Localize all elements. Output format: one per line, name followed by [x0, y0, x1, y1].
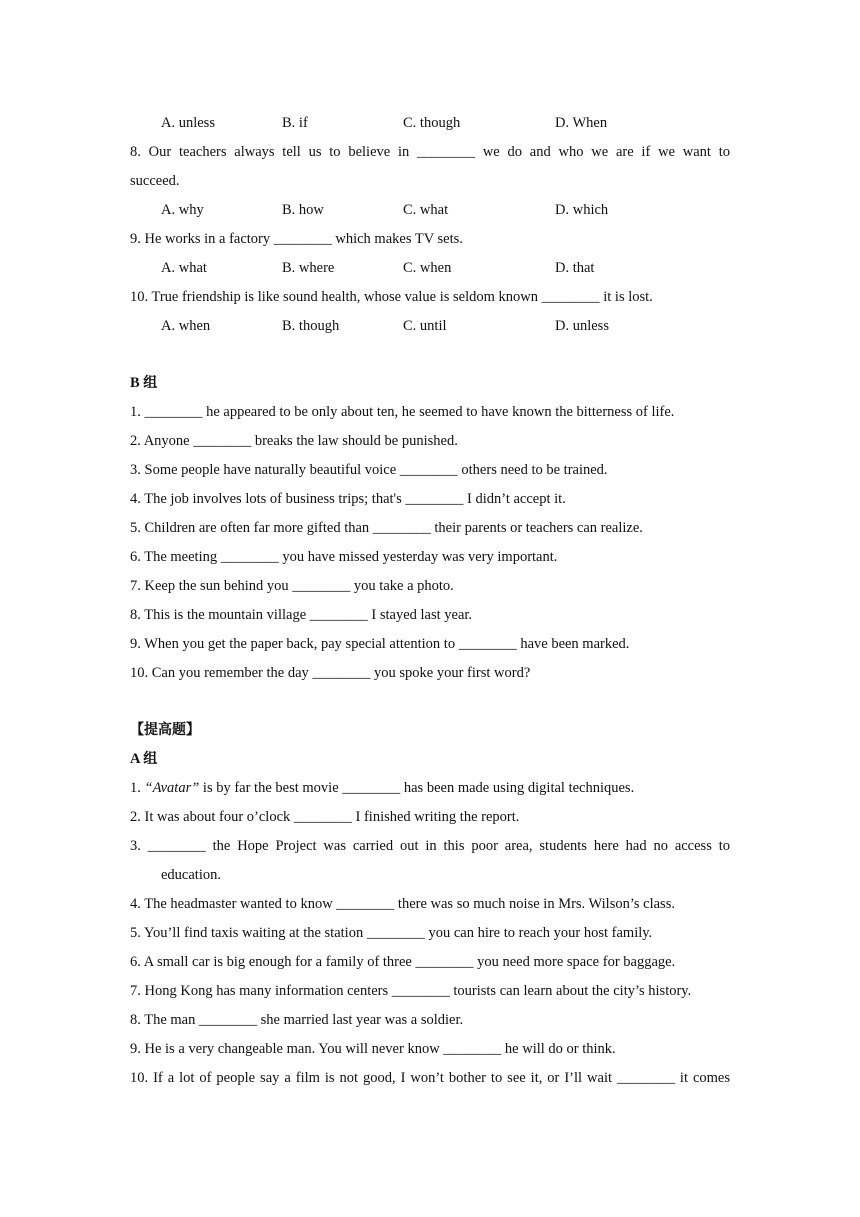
q9-text: 9. He works in a factory ________ which makes TV sets. [130, 231, 463, 247]
advanced-q3-line1: 3. ________ the Hope Project was carried out in this poor area, students here had no access to [130, 838, 730, 854]
advanced-q10: 10. If a lot of people say a film is not good, I won’t bother to see it, or I’ll wait ________ it comes [130, 1070, 730, 1086]
option-a: A. when [161, 318, 211, 334]
option-d: D. which [555, 202, 609, 218]
option-b: B. if [282, 115, 308, 131]
advanced-item: 7. Hong Kong has many information centers ________ tourists can learn about the city’s history. [130, 983, 692, 999]
advanced-item: 8. The man ________ she married last year was a soldier. [130, 1012, 464, 1028]
group-a-heading [130, 749, 730, 769]
section-b-group-label: 组 [143, 375, 158, 391]
option-d: D. When [555, 115, 608, 131]
option-c: C. until [403, 318, 447, 334]
section-b-letter: B [130, 375, 140, 391]
advanced-item: 5. You’ll find taxis waiting at the station ________ you can hire to reach your host family. [130, 925, 653, 941]
q7-options [0, 113, 860, 133]
section-b-item: 9. When you get the paper back, pay special attention to ________ have been marked. [130, 636, 630, 652]
option-b: B. though [282, 318, 340, 334]
group-a-label: 组 [143, 751, 158, 767]
option-a: A. unless [161, 115, 215, 131]
advanced-q3-line2: education. [161, 867, 221, 883]
option-c: C. when [403, 260, 452, 276]
section-b-item: 8. This is the mountain village ________ I stayed last year. [130, 607, 473, 623]
advanced-item: 6. A small car is big enough for a family of three ________ you need more space for baggage. [130, 954, 676, 970]
movie-title: “Avatar” [144, 780, 200, 796]
section-b-item: 2. Anyone ________ breaks the law should be punished. [130, 433, 458, 449]
section-b-item: 3. Some people have naturally beautiful voice ________ others need to be trained. [130, 462, 608, 478]
option-b: B. how [282, 202, 324, 218]
advanced-section-title: 【提高题】 [130, 722, 200, 738]
option-d: D. unless [555, 318, 609, 334]
option-d: D. that [555, 260, 595, 276]
section-b-item: 10. Can you remember the day ________ you spoke your first word? [130, 665, 531, 681]
q8-text-line1: 8. Our teachers always tell us to believe in ________ we do and who we are if we want to [130, 144, 730, 160]
advanced-q1-number: 1. [130, 780, 145, 796]
option-c: C. though [403, 115, 461, 131]
q10-options [0, 316, 860, 336]
option-a: A. why [161, 202, 204, 218]
advanced-q2: 2. It was about four o’clock ________ I finished writing the report. [130, 809, 520, 825]
q8-text-line2: succeed. [130, 173, 180, 189]
advanced-q1 [130, 778, 730, 798]
section-b-heading [130, 373, 730, 393]
group-a-letter: A [130, 751, 140, 767]
option-b: B. where [282, 260, 335, 276]
advanced-item: 4. The headmaster wanted to know ________ there was so much noise in Mrs. Wilson’s class. [130, 896, 675, 912]
option-a: A. what [161, 260, 207, 276]
section-b-item: 5. Children are often far more gifted than ________ their parents or teachers can realize. [130, 520, 643, 536]
advanced-q1-rest: is by far the best movie ________ has been made using digital techniques. [199, 780, 635, 796]
section-b-item: 6. The meeting ________ you have missed yesterday was very important. [130, 549, 558, 565]
advanced-item: 9. He is a very changeable man. You will never know ________ he will do or think. [130, 1041, 616, 1057]
section-b-item: 1. ________ he appeared to be only about ten, he seemed to have known the bitterness of life. [130, 404, 675, 420]
section-b-item: 4. The job involves lots of business trips; that's ________ I didn’t accept it. [130, 491, 566, 507]
q8-options [0, 200, 860, 220]
q9-options [0, 258, 860, 278]
q10-text: 10. True friendship is like sound health, whose value is seldom known ________ it is lost. [130, 289, 653, 305]
section-b-item: 7. Keep the sun behind you ________ you take a photo. [130, 578, 454, 594]
option-c: C. what [403, 202, 449, 218]
